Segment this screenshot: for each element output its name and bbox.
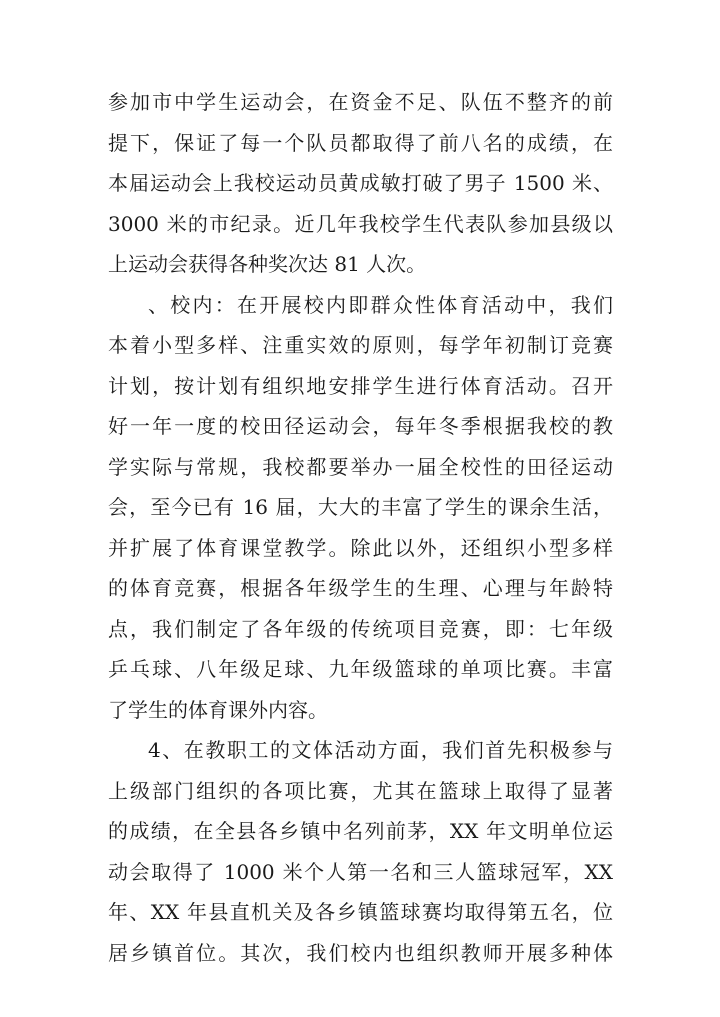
- document-body: [108, 82, 613, 973]
- text-line: 了学生的体育课外内容。: [108, 697, 328, 722]
- text-line: 4、在教职工的文体活动方面，我们首先积极参与: [148, 738, 613, 762]
- text-line: 上级部门组织的各项比赛，尤其在篮球上取得了显著: [108, 778, 613, 803]
- text-line: 乒乓球、八年级足球、九年级篮球的单项比赛。丰富: [108, 657, 613, 681]
- text-line: 提下，保证了每一个队员都取得了前八名的成绩，在: [108, 130, 613, 155]
- paragraph-1: [108, 82, 613, 285]
- text-line: 3000 米的市纪录。近几年我校学生代表队参加县级以: [108, 211, 613, 236]
- text-line: 计划，按计划有组织地安排学生进行体育活动。召开: [108, 373, 613, 398]
- text-line: 本届运动会上我校运动员黄成敏打破了男子 1500 米、: [108, 171, 613, 195]
- paragraph-2: [108, 285, 613, 731]
- text-line: 学实际与常规，我校都要举办一届全校性的田径运动: [108, 454, 613, 479]
- text-line: 、校内：在开展校内即群众性体育活动中，我们: [148, 292, 613, 317]
- text-line: 上运动会获得各种奖次达 81 人次。: [108, 252, 427, 276]
- text-line: 点，我们制定了各年级的传统项目竞赛，即：七年级: [108, 616, 613, 641]
- text-line: 本着小型多样、注重实效的原则，每学年初制订竞赛: [108, 333, 613, 357]
- text-line: 的成绩，在全县各乡镇中名列前茅，XX 年文明单位运: [108, 819, 613, 843]
- text-line: 居乡镇首位。其次，我们校内也组织教师开展多种体: [108, 940, 613, 965]
- text-line: 好一年一度的校田径运动会，每年冬季根据我校的教: [108, 414, 613, 438]
- text-line: 的体育竞赛，根据各年级学生的生理、心理与年龄特: [108, 576, 613, 600]
- text-line: 动会取得了 1000 米个人第一名和三人篮球冠军，XX: [108, 859, 613, 884]
- text-line: 年、XX 年县直机关及各乡镇篮球赛均取得第五名，位: [108, 900, 613, 924]
- text-line: 会，至今已有 16 届，大大的丰富了学生的课余生活，: [108, 495, 613, 519]
- text-line: 参加市中学生运动会，在资金不足、队伍不整齐的前: [108, 90, 613, 114]
- paragraph-3: [108, 730, 613, 973]
- text-line: 并扩展了体育课堂教学。除此以外，还组织小型多样: [108, 535, 613, 560]
